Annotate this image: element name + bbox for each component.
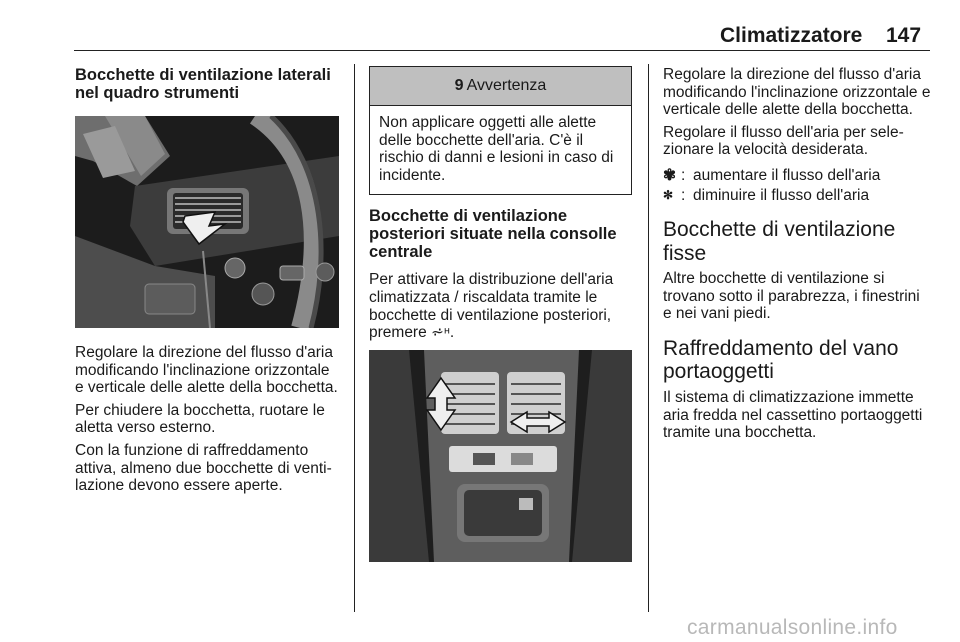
- warning-box: [369, 66, 632, 195]
- column-divider-1: [354, 64, 355, 612]
- warning-text: Non applicare oggetti alle alette delle bocchette dell'aria. C'è il rischio di danni e lesioni in caso di incidente.: [379, 114, 614, 184]
- dashboard-vent-photo: [75, 116, 339, 328]
- legend-text: aumentare il flusso dell'aria: [693, 166, 881, 184]
- page-number: 147: [886, 24, 922, 47]
- column-2: [369, 66, 632, 562]
- warning-title: Avvertenza: [466, 77, 547, 94]
- paragraph: Regolare la direzione del flusso d'aria modificando l'inclinazione orizzontale e verticale delle alette della bocchetta.: [663, 66, 931, 119]
- fan-large-icon: ✾: [663, 166, 676, 184]
- legend-item-increase: [663, 167, 931, 185]
- rear-console-vent-photo: [369, 350, 632, 562]
- column-1: [75, 66, 340, 495]
- column-3: [663, 66, 931, 442]
- fan-small-icon: ✻: [663, 187, 674, 202]
- warning-icon: 9: [454, 77, 464, 94]
- paragraph: Per attivare la distribuzione dell'aria climatizzata / riscaldata tramite le bocchette di ventilazione posteriori, premere ⩫ᵸ.: [369, 271, 614, 342]
- watermark: carmanualsonline.info: [687, 616, 898, 639]
- section-heading-glovebox-cooling: Raffreddamento del vano portaoggetti: [663, 336, 899, 384]
- page-header-title: Climatizzatore: [720, 24, 863, 47]
- legend-item-decrease: [663, 187, 931, 205]
- paragraph: Altre bocchette di ventilazione si trovano sotto il parabrezza, i finestrini e nei vani piedi.: [663, 270, 920, 323]
- paragraph: Per chiudere la bocchetta, ruotare le aletta verso esterno.: [75, 401, 325, 437]
- header-rule: [74, 50, 930, 51]
- legend-text: diminuire il flusso dell'aria: [693, 186, 870, 204]
- legend-colon: :: [681, 166, 686, 184]
- paragraph: Il sistema di climatizzazione immette aria fredda nel cassettino portaoggetti tramite una bocchetta.: [663, 388, 923, 442]
- paragraph: Con la funzione di raffreddamento attiva, almeno due bocchette di venti-lazione devono essere aperte.: [75, 441, 332, 495]
- paragraph: Regolare il flusso dell'aria per sele-zionare la velocità desiderata.: [663, 123, 904, 159]
- column-divider-2: [648, 64, 649, 612]
- rear-air-button-icon: ⩫ᵸ: [431, 324, 450, 342]
- paragraph: Regolare la direzione del flusso d'aria modificando l'inclinazione orizzontale e verticale delle alette della bocchetta.: [75, 344, 338, 397]
- warning-header: [370, 67, 631, 106]
- section-heading-rear-vents: Bocchette di ventilazione posteriori situate nella consolle centrale: [369, 207, 617, 262]
- section-heading-fixed-vents: Bocchette di ventilazione fisse: [663, 218, 896, 265]
- section-heading-side-vents: Bocchette di ventilazione laterali nel quadro strumenti: [75, 66, 331, 102]
- legend-colon: :: [681, 186, 686, 204]
